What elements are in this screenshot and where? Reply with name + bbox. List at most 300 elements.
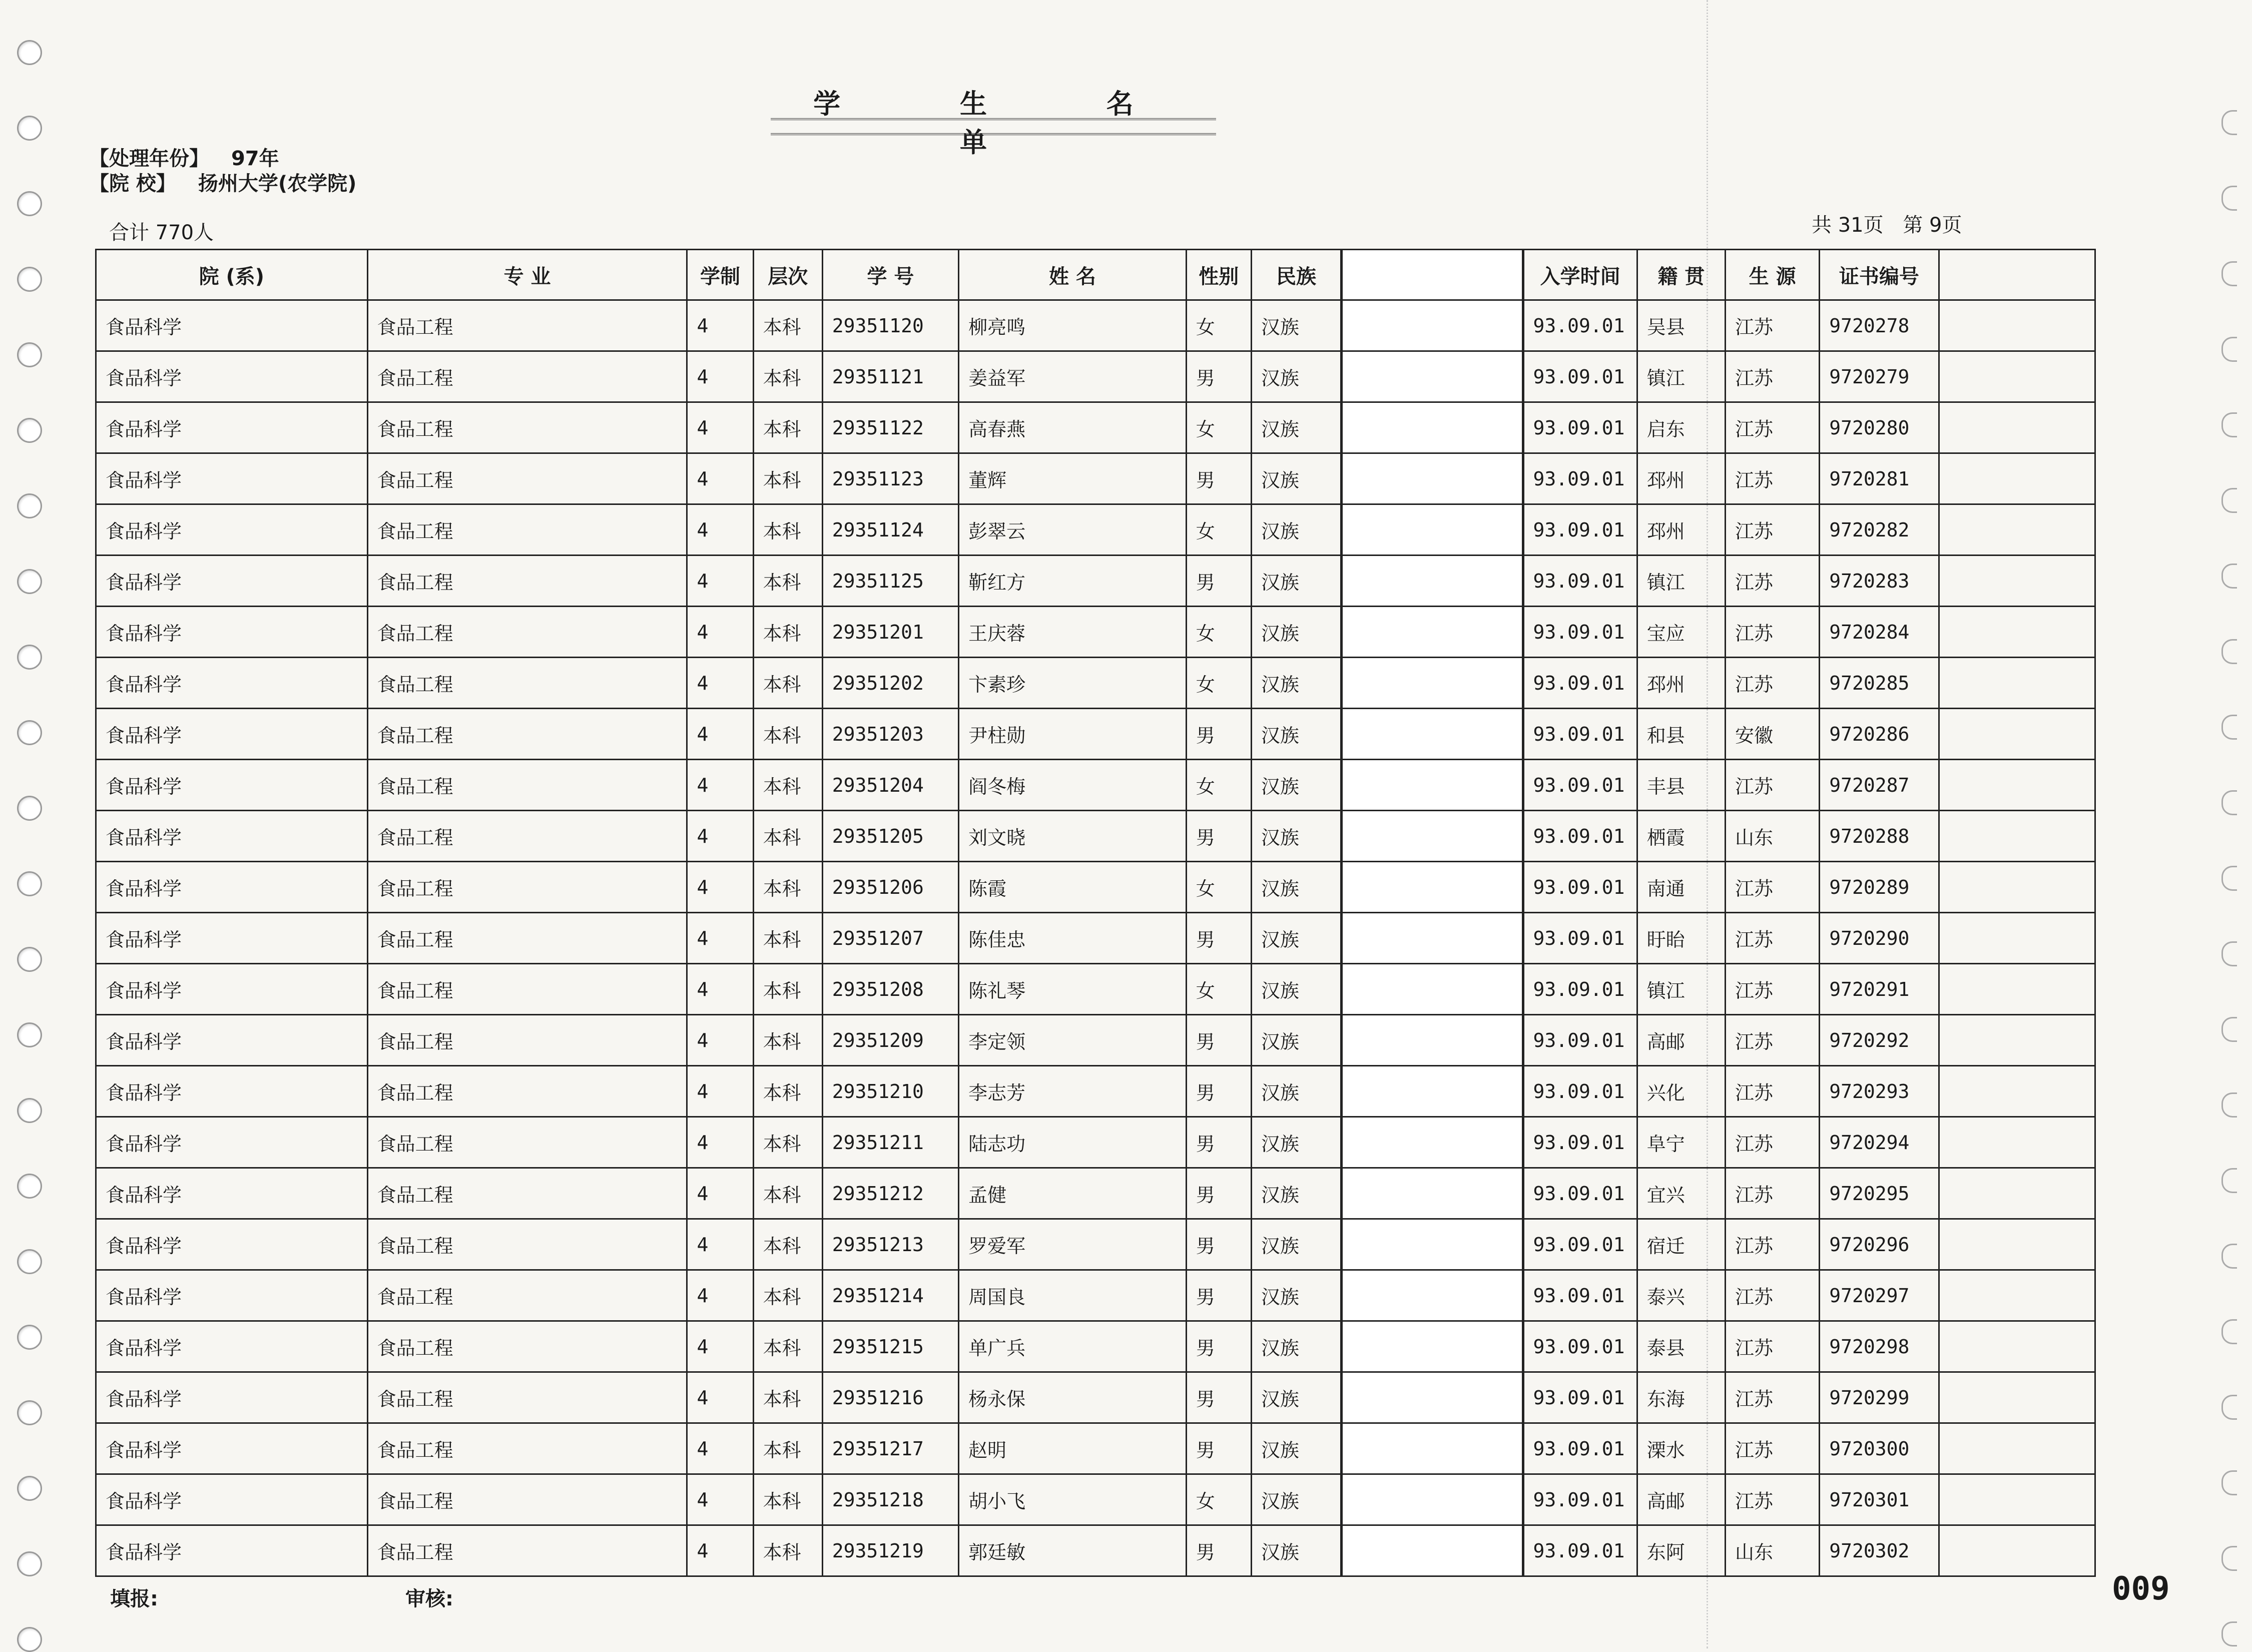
cell-department: 食品科学	[96, 760, 368, 811]
cell-certificate-no: 9720282	[1820, 504, 1939, 556]
cell-trailing	[1939, 453, 2095, 504]
cell-gender: 男	[1186, 1423, 1251, 1474]
cell-years: 4	[687, 1219, 753, 1270]
cell-blank	[1342, 504, 1523, 556]
cell-major: 食品工程	[367, 709, 687, 760]
cell-enroll-date: 93.09.01	[1523, 862, 1637, 913]
cell-name: 赵明	[959, 1423, 1187, 1474]
cell-major: 食品工程	[367, 1525, 687, 1576]
table-row	[96, 556, 2095, 607]
cell-level: 本科	[753, 504, 822, 556]
cell-certificate-no: 9720297	[1820, 1270, 1939, 1321]
table-row	[96, 300, 2095, 351]
cell-certificate-no: 9720295	[1820, 1168, 1939, 1219]
cell-name: 罗爱军	[959, 1219, 1187, 1270]
cell-name: 孟健	[959, 1168, 1187, 1219]
cell-enroll-date: 93.09.01	[1523, 402, 1637, 453]
cell-enroll-date: 93.09.01	[1523, 658, 1637, 709]
col-header-origin: 生 源	[1726, 250, 1820, 300]
cell-department: 食品科学	[96, 862, 368, 913]
cell-ethnicity: 汉族	[1251, 1219, 1341, 1270]
perforation-hole	[2221, 866, 2237, 891]
table-row	[96, 1423, 2095, 1474]
perforation-hole	[2221, 412, 2237, 437]
cell-certificate-no: 9720286	[1820, 709, 1939, 760]
table-row	[96, 1525, 2095, 1576]
roster-table	[95, 249, 2096, 1577]
cell-blank	[1342, 964, 1523, 1015]
cell-years: 4	[687, 862, 753, 913]
cell-years: 4	[687, 760, 753, 811]
filled-by-label: 填报:	[110, 1587, 158, 1610]
col-header-trailing	[1939, 250, 2095, 300]
cell-certificate-no: 9720281	[1820, 453, 1939, 504]
cell-student-id: 29351210	[822, 1066, 958, 1117]
cell-hometown: 溧水	[1637, 1423, 1725, 1474]
perforation-hole	[17, 1476, 42, 1501]
cell-gender: 男	[1186, 351, 1251, 402]
cell-student-id: 29351209	[822, 1015, 958, 1066]
cell-ethnicity: 汉族	[1251, 862, 1341, 913]
table-row	[96, 1117, 2095, 1168]
processing-year-value: 97年	[231, 147, 279, 170]
cell-major: 食品工程	[367, 402, 687, 453]
cell-years: 4	[687, 1525, 753, 1576]
cell-enroll-date: 93.09.01	[1523, 1015, 1637, 1066]
cell-certificate-no: 9720299	[1820, 1372, 1939, 1423]
cell-hometown: 兴化	[1637, 1066, 1725, 1117]
cell-trailing	[1939, 300, 2095, 351]
perforation-hole	[2221, 186, 2237, 211]
cell-blank	[1342, 1066, 1523, 1117]
perforation-hole	[2221, 1244, 2237, 1269]
col-header-name: 姓 名	[959, 250, 1187, 300]
cell-years: 4	[687, 556, 753, 607]
cell-major: 食品工程	[367, 1474, 687, 1525]
cell-trailing	[1939, 1423, 2095, 1474]
cell-major: 食品工程	[367, 1270, 687, 1321]
cell-certificate-no: 9720292	[1820, 1015, 1939, 1066]
cell-enroll-date: 93.09.01	[1523, 1066, 1637, 1117]
cell-blank	[1342, 862, 1523, 913]
perforation-hole	[2221, 1621, 2237, 1646]
cell-trailing	[1939, 862, 2095, 913]
cell-years: 4	[687, 913, 753, 964]
processing-year	[89, 143, 279, 171]
perforation-hole	[2221, 1546, 2237, 1571]
perforation-hole	[2221, 1168, 2237, 1193]
cell-blank	[1342, 351, 1523, 402]
cell-origin: 江苏	[1726, 1117, 1820, 1168]
cell-department: 食品科学	[96, 607, 368, 658]
cell-student-id: 29351216	[822, 1372, 958, 1423]
cell-certificate-no: 9720294	[1820, 1117, 1939, 1168]
perforation-hole	[17, 1022, 42, 1047]
cell-certificate-no: 9720283	[1820, 556, 1939, 607]
cell-gender: 女	[1186, 402, 1251, 453]
table-row	[96, 1015, 2095, 1066]
cell-student-id: 29351123	[822, 453, 958, 504]
table-row	[96, 1219, 2095, 1270]
cell-enroll-date: 93.09.01	[1523, 1372, 1637, 1423]
cell-origin: 江苏	[1726, 862, 1820, 913]
col-header-gender: 性别	[1186, 250, 1251, 300]
cell-enroll-date: 93.09.01	[1523, 913, 1637, 964]
table-row	[96, 913, 2095, 964]
cell-certificate-no: 9720300	[1820, 1423, 1939, 1474]
cell-ethnicity: 汉族	[1251, 607, 1341, 658]
cell-gender: 男	[1186, 913, 1251, 964]
table-row	[96, 811, 2095, 862]
cell-hometown: 和县	[1637, 709, 1725, 760]
cell-blank	[1342, 1321, 1523, 1372]
cell-gender: 女	[1186, 862, 1251, 913]
roster-body	[96, 300, 2095, 1576]
cell-student-id: 29351218	[822, 1474, 958, 1525]
cell-student-id: 29351120	[822, 300, 958, 351]
cell-gender: 女	[1186, 300, 1251, 351]
cell-department: 食品科学	[96, 658, 368, 709]
cell-hometown: 镇江	[1637, 351, 1725, 402]
cell-name: 杨永保	[959, 1372, 1187, 1423]
cell-enroll-date: 93.09.01	[1523, 709, 1637, 760]
cell-origin: 江苏	[1726, 504, 1820, 556]
cell-major: 食品工程	[367, 913, 687, 964]
perforation-hole	[17, 1174, 42, 1199]
cell-trailing	[1939, 1117, 2095, 1168]
school-label: 【院 校】	[89, 172, 176, 195]
cell-certificate-no: 9720293	[1820, 1066, 1939, 1117]
cell-level: 本科	[753, 1219, 822, 1270]
cell-origin: 江苏	[1726, 760, 1820, 811]
cell-blank	[1342, 1270, 1523, 1321]
cell-department: 食品科学	[96, 1525, 368, 1576]
cell-department: 食品科学	[96, 351, 368, 402]
cell-ethnicity: 汉族	[1251, 1168, 1341, 1219]
cell-blank	[1342, 1525, 1523, 1576]
cell-blank	[1342, 709, 1523, 760]
cell-student-id: 29351204	[822, 760, 958, 811]
cell-gender: 男	[1186, 1270, 1251, 1321]
cell-major: 食品工程	[367, 862, 687, 913]
left-perforation-strip	[10, 0, 50, 1648]
cell-ethnicity: 汉族	[1251, 964, 1341, 1015]
cell-enroll-date: 93.09.01	[1523, 556, 1637, 607]
table-row	[96, 504, 2095, 556]
cell-name: 李定领	[959, 1015, 1187, 1066]
perforation-hole	[17, 191, 42, 216]
cell-level: 本科	[753, 351, 822, 402]
cell-origin: 江苏	[1726, 402, 1820, 453]
cell-name: 单广兵	[959, 1321, 1187, 1372]
table-row	[96, 1270, 2095, 1321]
cell-department: 食品科学	[96, 913, 368, 964]
cell-student-id: 29351206	[822, 862, 958, 913]
cell-years: 4	[687, 1117, 753, 1168]
perforation-hole	[17, 40, 42, 65]
cell-trailing	[1939, 1219, 2095, 1270]
cell-gender: 男	[1186, 1066, 1251, 1117]
cell-trailing	[1939, 1525, 2095, 1576]
cell-major: 食品工程	[367, 1015, 687, 1066]
cell-enroll-date: 93.09.01	[1523, 1525, 1637, 1576]
cell-hometown: 盱眙	[1637, 913, 1725, 964]
cell-student-id: 29351214	[822, 1270, 958, 1321]
table-row	[96, 709, 2095, 760]
cell-origin: 安徽	[1726, 709, 1820, 760]
cell-enroll-date: 93.09.01	[1523, 1270, 1637, 1321]
table-row	[96, 1066, 2095, 1117]
cell-gender: 男	[1186, 1168, 1251, 1219]
cell-name: 王庆蓉	[959, 607, 1187, 658]
table-row	[96, 658, 2095, 709]
cell-level: 本科	[753, 1372, 822, 1423]
cell-enroll-date: 93.09.01	[1523, 607, 1637, 658]
cell-level: 本科	[753, 1474, 822, 1525]
cell-blank	[1342, 1219, 1523, 1270]
col-header-department: 院 (系)	[96, 250, 368, 300]
cell-department: 食品科学	[96, 1270, 368, 1321]
cell-years: 4	[687, 1423, 753, 1474]
cell-ethnicity: 汉族	[1251, 1066, 1341, 1117]
perforation-hole	[17, 1325, 42, 1350]
table-row	[96, 453, 2095, 504]
perforation-hole	[2221, 110, 2237, 135]
cell-major: 食品工程	[367, 1168, 687, 1219]
cell-department: 食品科学	[96, 1117, 368, 1168]
cell-level: 本科	[753, 709, 822, 760]
cell-years: 4	[687, 607, 753, 658]
cell-department: 食品科学	[96, 1168, 368, 1219]
cell-years: 4	[687, 1321, 753, 1372]
cell-years: 4	[687, 453, 753, 504]
cell-major: 食品工程	[367, 1117, 687, 1168]
cell-ethnicity: 汉族	[1251, 1270, 1341, 1321]
cell-major: 食品工程	[367, 658, 687, 709]
cell-trailing	[1939, 1270, 2095, 1321]
cell-department: 食品科学	[96, 300, 368, 351]
cell-years: 4	[687, 300, 753, 351]
pages-total: 共 31页	[1812, 214, 1884, 237]
cell-department: 食品科学	[96, 402, 368, 453]
perforation-hole	[2221, 337, 2237, 362]
table-row	[96, 862, 2095, 913]
cell-student-id: 29351125	[822, 556, 958, 607]
table-row	[96, 607, 2095, 658]
cell-origin: 江苏	[1726, 1474, 1820, 1525]
cell-trailing	[1939, 913, 2095, 964]
cell-trailing	[1939, 1474, 2095, 1525]
roster-header-row	[96, 250, 2095, 300]
cell-origin: 江苏	[1726, 300, 1820, 351]
cell-ethnicity: 汉族	[1251, 760, 1341, 811]
cell-blank	[1342, 1474, 1523, 1525]
cell-origin: 江苏	[1726, 913, 1820, 964]
cell-enroll-date: 93.09.01	[1523, 453, 1637, 504]
col-header-level: 层次	[753, 250, 822, 300]
perforation-hole	[17, 871, 42, 896]
cell-enroll-date: 93.09.01	[1523, 1321, 1637, 1372]
cell-certificate-no: 9720301	[1820, 1474, 1939, 1525]
cell-level: 本科	[753, 811, 822, 862]
cell-major: 食品工程	[367, 1372, 687, 1423]
cell-gender: 女	[1186, 658, 1251, 709]
cell-gender: 女	[1186, 504, 1251, 556]
cell-trailing	[1939, 760, 2095, 811]
cell-origin: 江苏	[1726, 1270, 1820, 1321]
cell-hometown: 阜宁	[1637, 1117, 1725, 1168]
cell-level: 本科	[753, 1525, 822, 1576]
perforation-hole	[2221, 1319, 2237, 1344]
perforation-hole	[17, 569, 42, 594]
cell-origin: 江苏	[1726, 1168, 1820, 1219]
cell-ethnicity: 汉族	[1251, 811, 1341, 862]
cell-ethnicity: 汉族	[1251, 1423, 1341, 1474]
school	[89, 168, 356, 196]
cell-hometown: 邳州	[1637, 453, 1725, 504]
cell-student-id: 29351201	[822, 607, 958, 658]
cell-blank	[1342, 811, 1523, 862]
perforation-hole	[17, 720, 42, 745]
cell-major: 食品工程	[367, 607, 687, 658]
cell-level: 本科	[753, 607, 822, 658]
page-title: 学 生 名 单	[813, 88, 1189, 158]
cell-major: 食品工程	[367, 760, 687, 811]
title-underline	[771, 118, 1216, 135]
cell-department: 食品科学	[96, 1423, 368, 1474]
cell-hometown: 泰兴	[1637, 1270, 1725, 1321]
cell-blank	[1342, 300, 1523, 351]
cell-major: 食品工程	[367, 1423, 687, 1474]
cell-certificate-no: 9720296	[1820, 1219, 1939, 1270]
cell-blank	[1342, 556, 1523, 607]
col-header-major: 专 业	[367, 250, 687, 300]
cell-hometown: 吴县	[1637, 300, 1725, 351]
col-header-enroll-date: 入学时间	[1523, 250, 1637, 300]
cell-student-id: 29351215	[822, 1321, 958, 1372]
perforation-hole	[17, 418, 42, 443]
cell-department: 食品科学	[96, 504, 368, 556]
cell-origin: 江苏	[1726, 658, 1820, 709]
cell-certificate-no: 9720284	[1820, 607, 1939, 658]
cell-years: 4	[687, 504, 753, 556]
cell-trailing	[1939, 1066, 2095, 1117]
perforation-hole	[17, 267, 42, 292]
cell-certificate-no: 9720291	[1820, 964, 1939, 1015]
cell-origin: 江苏	[1726, 1321, 1820, 1372]
table-row	[96, 760, 2095, 811]
perforation-hole	[2221, 941, 2237, 966]
cell-hometown: 镇江	[1637, 964, 1725, 1015]
cell-certificate-no: 9720290	[1820, 913, 1939, 964]
cell-ethnicity: 汉族	[1251, 1372, 1341, 1423]
cell-certificate-no: 9720285	[1820, 658, 1939, 709]
cell-department: 食品科学	[96, 1474, 368, 1525]
page-code: 009	[2112, 1570, 2170, 1607]
cell-ethnicity: 汉族	[1251, 1525, 1341, 1576]
cell-gender: 男	[1186, 1117, 1251, 1168]
cell-hometown: 宝应	[1637, 607, 1725, 658]
cell-name: 卞素珍	[959, 658, 1187, 709]
cell-major: 食品工程	[367, 504, 687, 556]
cell-gender: 女	[1186, 760, 1251, 811]
cell-level: 本科	[753, 862, 822, 913]
cell-certificate-no: 9720287	[1820, 760, 1939, 811]
cell-major: 食品工程	[367, 453, 687, 504]
cell-level: 本科	[753, 658, 822, 709]
perforation-hole	[2221, 715, 2237, 740]
perforation-hole	[2221, 790, 2237, 815]
table-row	[96, 351, 2095, 402]
cell-enroll-date: 93.09.01	[1523, 964, 1637, 1015]
cell-major: 食品工程	[367, 300, 687, 351]
cell-origin: 江苏	[1726, 1066, 1820, 1117]
page-counter	[1812, 209, 1975, 238]
cell-name: 陈礼琴	[959, 964, 1187, 1015]
cell-student-id: 29351208	[822, 964, 958, 1015]
cell-level: 本科	[753, 1066, 822, 1117]
cell-gender: 男	[1186, 1219, 1251, 1270]
cell-origin: 山东	[1726, 1525, 1820, 1576]
cell-level: 本科	[753, 453, 822, 504]
table-row	[96, 1321, 2095, 1372]
cell-name: 姜益军	[959, 351, 1187, 402]
cell-name: 郭廷敏	[959, 1525, 1187, 1576]
cell-trailing	[1939, 1321, 2095, 1372]
cell-ethnicity: 汉族	[1251, 658, 1341, 709]
cell-blank	[1342, 760, 1523, 811]
cell-enroll-date: 93.09.01	[1523, 760, 1637, 811]
cell-student-id: 29351203	[822, 709, 958, 760]
col-header-hometown: 籍 贯	[1637, 250, 1725, 300]
cell-trailing	[1939, 964, 2095, 1015]
cell-department: 食品科学	[96, 1321, 368, 1372]
cell-gender: 女	[1186, 964, 1251, 1015]
cell-blank	[1342, 1168, 1523, 1219]
cell-major: 食品工程	[367, 964, 687, 1015]
cell-trailing	[1939, 1168, 2095, 1219]
total-count: 合计 770人	[109, 221, 214, 244]
col-header-blank	[1342, 250, 1523, 300]
col-header-years: 学制	[687, 250, 753, 300]
cell-origin: 江苏	[1726, 1423, 1820, 1474]
perforation-hole	[17, 116, 42, 141]
cell-name: 尹柱勋	[959, 709, 1187, 760]
cell-hometown: 高邮	[1637, 1474, 1725, 1525]
cell-department: 食品科学	[96, 556, 368, 607]
cell-enroll-date: 93.09.01	[1523, 504, 1637, 556]
cell-name: 李志芳	[959, 1066, 1187, 1117]
perforation-hole	[17, 342, 42, 367]
student-roster	[95, 249, 2096, 1577]
cell-blank	[1342, 1015, 1523, 1066]
cell-years: 4	[687, 1066, 753, 1117]
cell-gender: 男	[1186, 811, 1251, 862]
perforation-hole	[2221, 1395, 2237, 1420]
cell-blank	[1342, 658, 1523, 709]
cell-level: 本科	[753, 402, 822, 453]
cell-name: 陈霞	[959, 862, 1187, 913]
cell-enroll-date: 93.09.01	[1523, 1219, 1637, 1270]
cell-student-id: 29351122	[822, 402, 958, 453]
cell-trailing	[1939, 607, 2095, 658]
cell-name: 陆志功	[959, 1117, 1187, 1168]
cell-student-id: 29351211	[822, 1117, 958, 1168]
perforation-hole	[17, 1098, 42, 1123]
cell-trailing	[1939, 1015, 2095, 1066]
cell-certificate-no: 9720302	[1820, 1525, 1939, 1576]
cell-level: 本科	[753, 1321, 822, 1372]
